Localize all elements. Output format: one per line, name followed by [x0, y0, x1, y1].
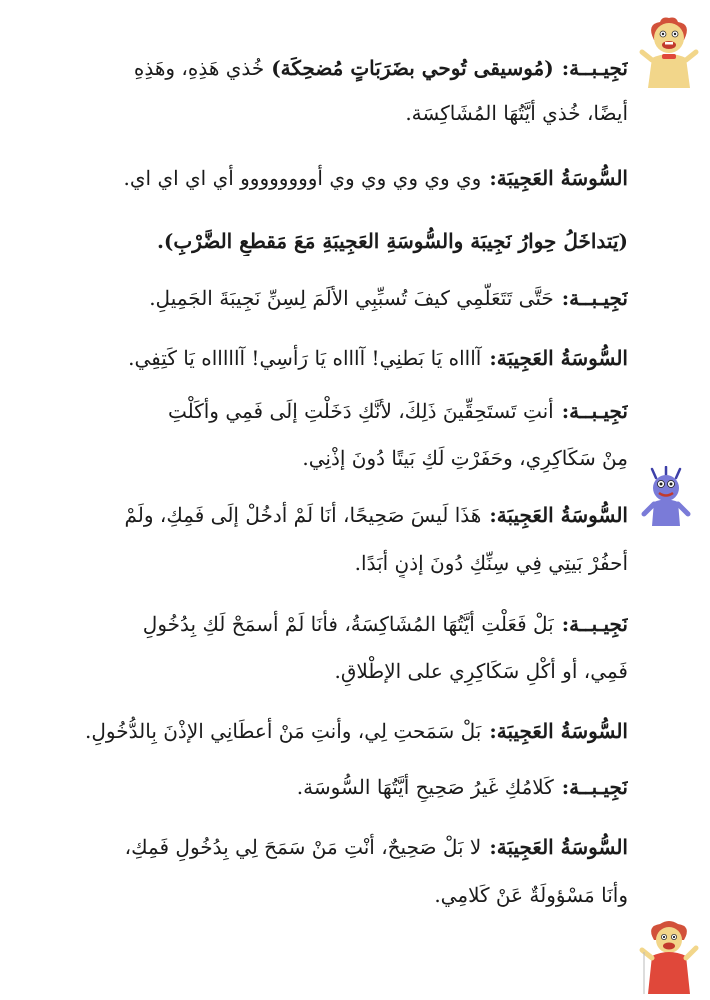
speaker-colon: : [489, 166, 497, 190]
dialogue-line [28, 226, 628, 256]
dialogue-text: آاااه يَا بَطنِي! آاااه يَا رَأسِي! آاااااه يَا كَتِفِي. [128, 346, 482, 370]
dialogue-line [28, 548, 628, 578]
speaker-name: السُّوسَةُ العَجِيبَة [496, 346, 628, 370]
speaker-name: نَجِيـبــة [569, 612, 628, 636]
speaker-name: نَجِيـبــة [569, 286, 628, 310]
speaker-colon: : [489, 503, 497, 527]
dialogue-line [28, 716, 628, 746]
dialogue-text: أحفُرْ بَيتِي فِي سِنِّكِ دُونَ إذنٍ أبَدًا. [354, 551, 628, 575]
soosa-puppet-middle [638, 466, 694, 530]
dialogue-line [28, 283, 628, 313]
speaker-name: السُّوسَةُ العَجِيبَة [496, 166, 628, 190]
speaker-colon: : [561, 612, 570, 636]
dialogue-line [28, 396, 628, 426]
dialogue-line [28, 772, 628, 802]
speaker-name: نَجِيـبــة [569, 399, 628, 423]
speaker-colon: : [489, 346, 497, 370]
speaker-name: نَجِيـبــة [569, 56, 628, 80]
stage-direction: (مُوسيقى تُوحي بضَرَبَاتٍ مُضحِكَة) [264, 56, 554, 80]
dialogue-line [28, 832, 628, 862]
speaker-name: السُّوسَةُ العَجِيبَة [496, 719, 628, 743]
dialogue-text: أيضًا، خُذي أيَّتُهَا المُشَاكِسَة. [405, 101, 628, 125]
dialogue-text: وي وي وي وي وي أوووووووو أي اي اي اي. [123, 166, 482, 190]
dialogue-text: حَتَّى تَتَعَلَّمِي كيفَ تُسبِّبِي الألَمَ لِسِنِّ نَجِيبَةَ الجَمِيلِ. [149, 286, 554, 310]
dialogue-line [28, 609, 628, 639]
dialogue-text: وأنَا مَسْؤولَةٌ عَنْ كَلامِي. [434, 883, 628, 907]
speaker-colon: : [489, 835, 497, 859]
dialogue-text: هَذَا لَيسَ صَحِيحًا، أنَا لَمْ أدخُلْ إلَى فَمِكِ، ولَمْ [124, 503, 482, 527]
dialogue-text: بَلْ فَعَلْتِ أيَّتُهَا المُشَاكِسَةُ، فأنَا لَمْ أسمَحْ لَكِ بِدُخُولِ [142, 612, 554, 636]
dialogue-line [28, 500, 628, 530]
speaker-name: السُّوسَةُ العَجِيبَة [496, 835, 628, 859]
dialogue-line [28, 53, 628, 83]
dialogue-line [28, 880, 628, 910]
speaker-colon: : [561, 286, 570, 310]
dialogue-line [28, 163, 628, 193]
speaker-colon: : [561, 399, 570, 423]
dialogue-text: لا بَلْ صَحِيحٌ، أنْتِ مَنْ سَمَحَ لِي بِدُخُولِ فَمِكِ، [124, 835, 482, 859]
dialogue-line [28, 343, 628, 373]
dialogue-line [28, 98, 628, 128]
dialogue-text: أنتِ تَستَحِقِّينَ ذَلِكَ، لأنَّكِ دَخَلْتِ إلَى فَمِي وأكَلْتِ [167, 399, 554, 423]
dialogue-line [28, 656, 628, 686]
speaker-colon: : [489, 719, 497, 743]
speaker-name: السُّوسَةُ العَجِيبَة [496, 503, 628, 527]
speaker-colon: : [561, 56, 570, 80]
dialogue-text: فَمِي، أو أكْلِ سَكَاكِرِي على الإطْلاقِ. [334, 659, 628, 683]
dialogue-text: بَلْ سَمَحتِ لِي، وأنتِ مَنْ أعطَانِي الإذْنَ بِالدُّخُولِ. [85, 719, 482, 743]
speaker-name: نَجِيـبــة [569, 775, 628, 799]
dialogue-text: كَلامُكِ غَيرُ صَحِيحٍ أيَّتُهَا السُّوسَة. [296, 775, 554, 799]
speaker-colon: : [561, 775, 570, 799]
dialogue-text: مِنْ سَكَاكِرِي، وحَفَرْتِ لَكِ بَيتًا دُونَ إذْنِي. [302, 446, 628, 470]
dialogue-text: خُذي هَذِهِ، وهَذِهِ [133, 56, 265, 80]
dialogue-line [28, 443, 628, 473]
najiba-puppet-bottom [636, 918, 702, 996]
stage-direction: (يَتداخَلُ حِوارُ نَجِيبَة والسُّوسَةِ العَجِيبَةِ مَعَ مَقطعِ الضَّرْبِ). [156, 229, 628, 253]
najiba-puppet-top [638, 14, 700, 94]
